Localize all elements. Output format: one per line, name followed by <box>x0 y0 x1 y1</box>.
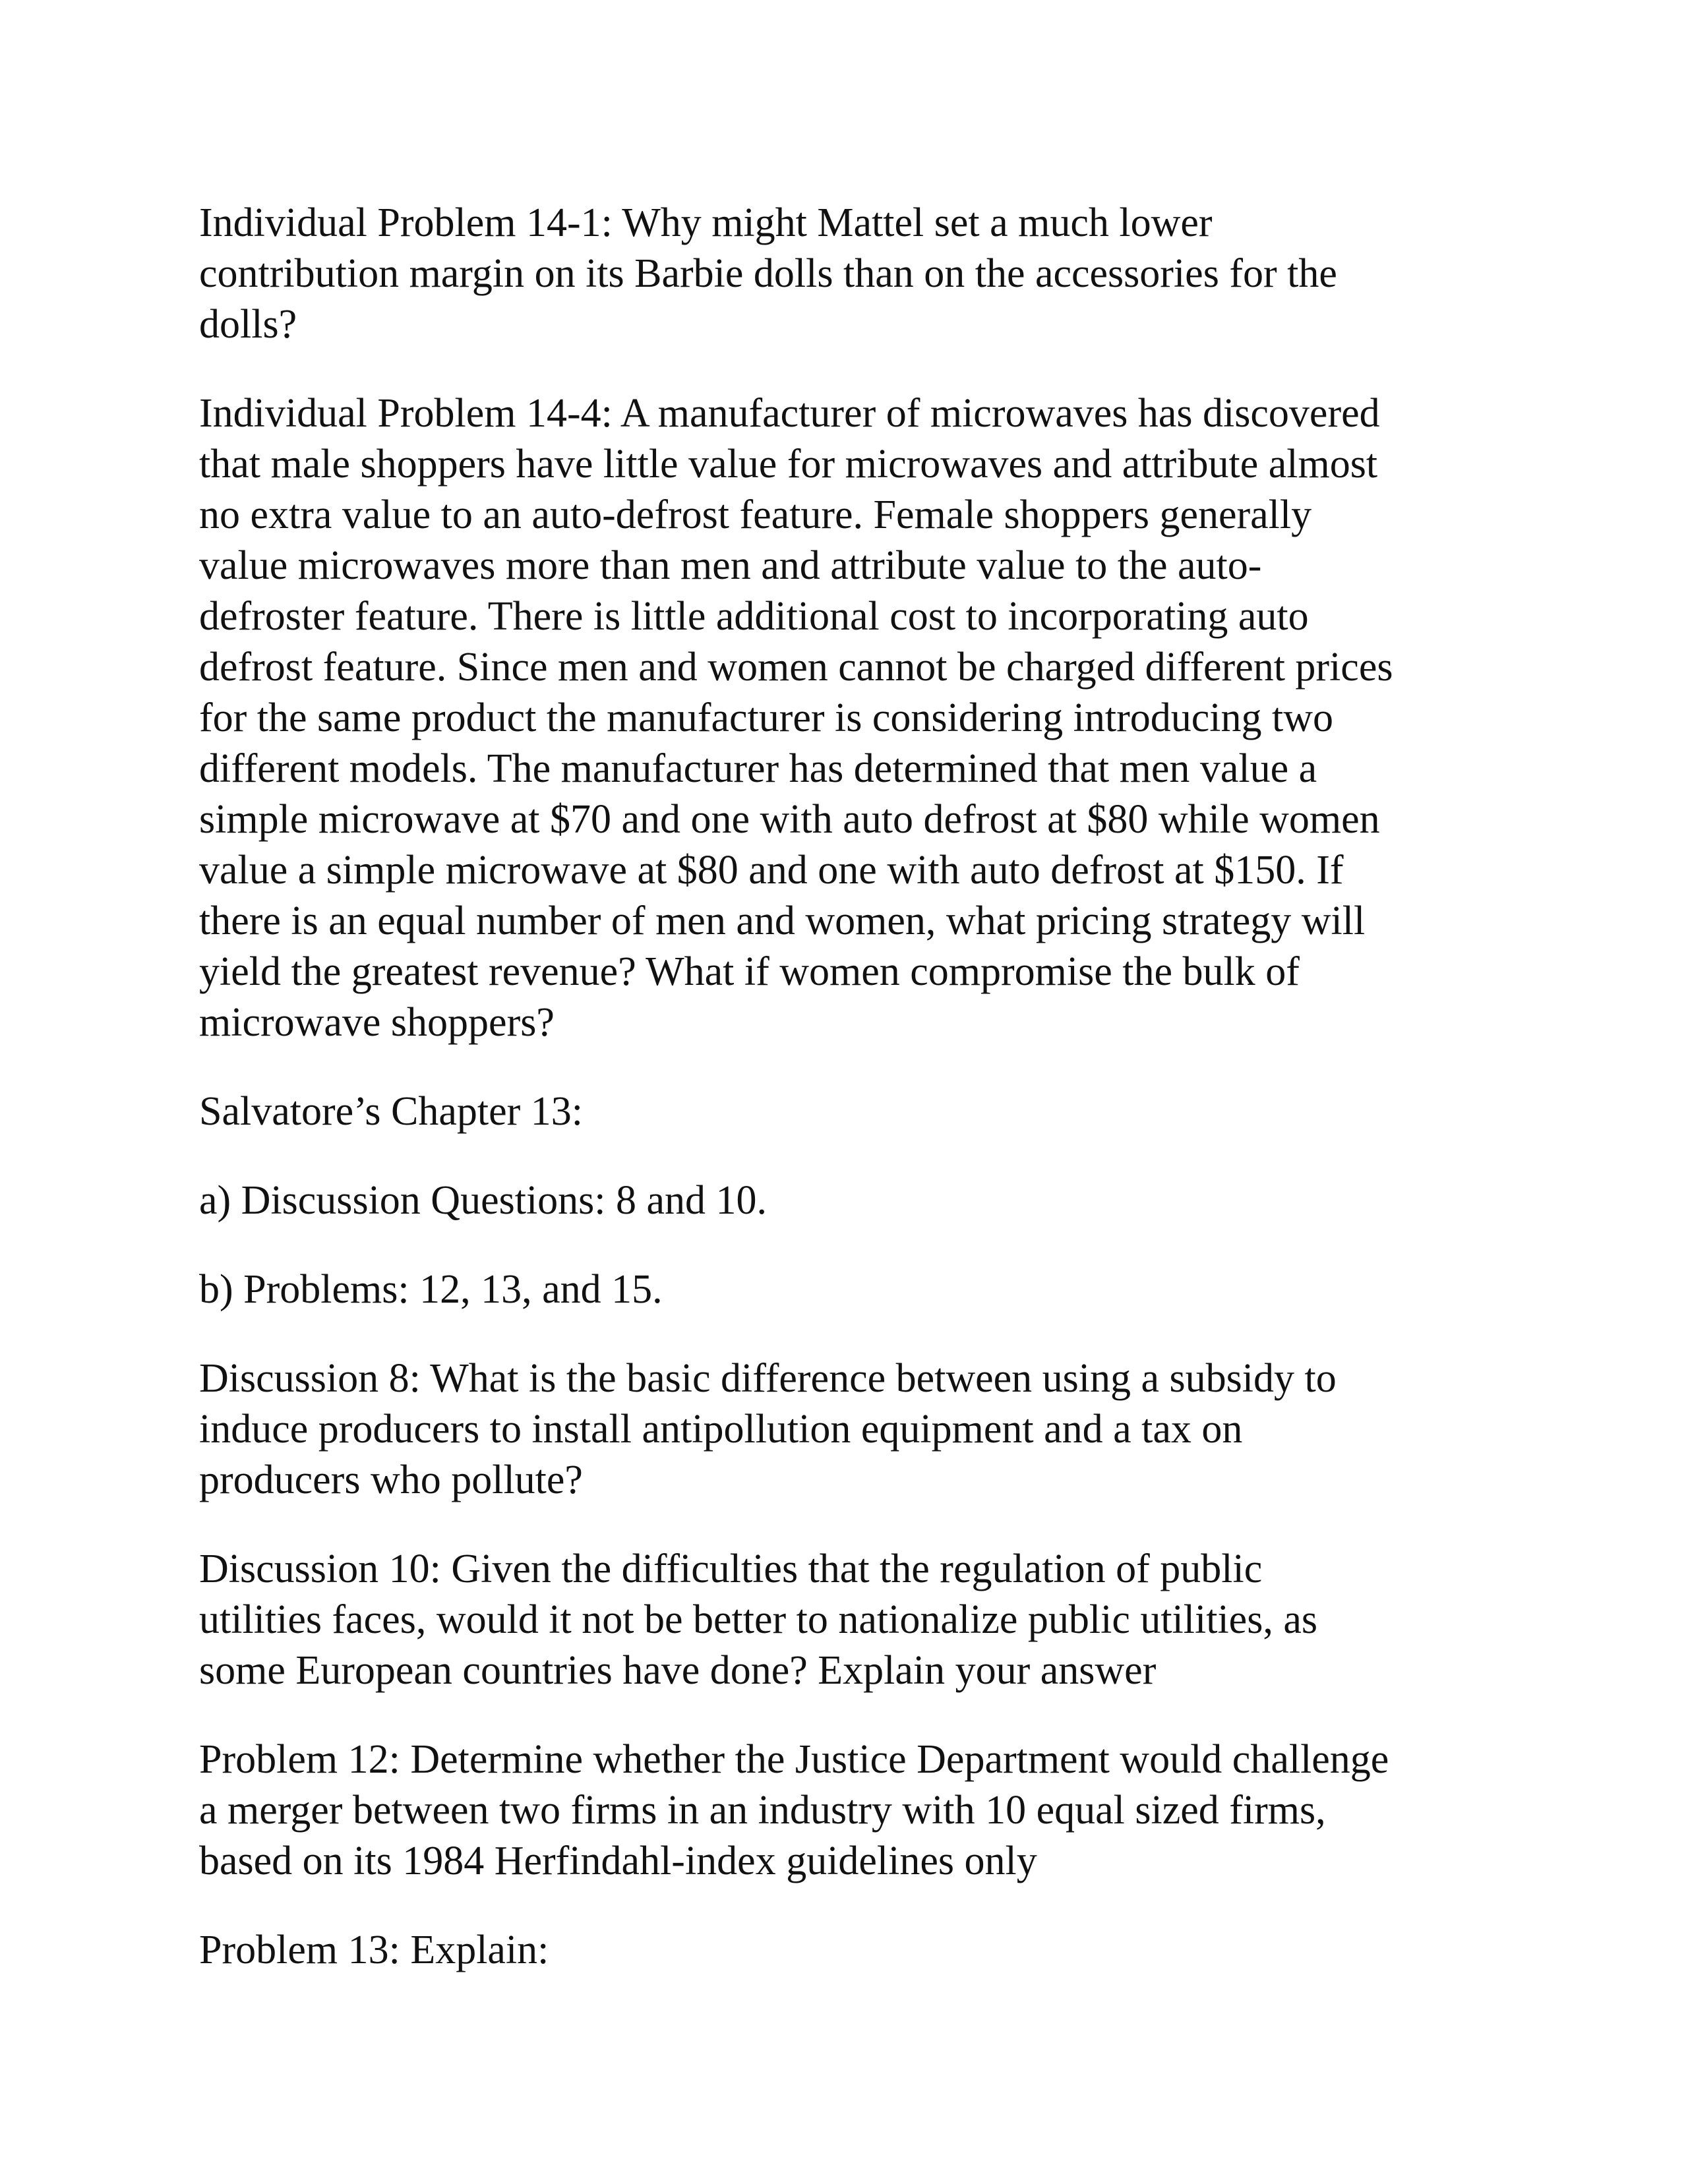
text-line: defrost feature. Since men and women cannot be charged different prices <box>199 645 1393 690</box>
text-line: induce producers to install antipollution equipment and a tax on <box>199 1407 1243 1452</box>
paragraph-problem-12 <box>199 1734 1505 1887</box>
text-line: no extra value to an auto-defrost feature. Female shoppers generally <box>199 492 1312 537</box>
text-line: dolls? <box>199 302 297 347</box>
text-line: producers who pollute? <box>199 1458 583 1502</box>
text-line: a merger between two firms in an industry with 10 equal sized firms, <box>199 1788 1326 1833</box>
text-line: Individual Problem 14-1: Why might Mattel set a much lower <box>199 200 1213 245</box>
text-line: different models. The manufacturer has determined that men value a <box>199 746 1317 791</box>
paragraph-problem-13 <box>199 1925 1505 1976</box>
text-line: contribution margin on its Barbie dolls than on the accessories for the <box>199 251 1337 296</box>
paragraph-discussion-10 <box>199 1544 1505 1696</box>
text-line: Problem 13: Explain: <box>199 1928 549 1972</box>
text-line: Individual Problem 14-4: A manufacturer of microwaves has discovered <box>199 391 1380 436</box>
text-line: value microwaves more than men and attribute value to the auto- <box>199 543 1262 588</box>
text-line: value a simple microwave at $80 and one with auto defrost at $150. If <box>199 848 1344 893</box>
paragraph-problem-14-4 <box>199 388 1505 1048</box>
text-line: Discussion 10: Given the difficulties that the regulation of public <box>199 1547 1263 1591</box>
text-line: that male shoppers have little value for microwaves and attribute almost <box>199 442 1378 487</box>
paragraph-problems-list <box>199 1264 1505 1315</box>
text-line: defroster feature. There is little additional cost to incorporating auto <box>199 594 1309 639</box>
text-line: simple microwave at $70 and one with auto defrost at $80 while women <box>199 797 1380 842</box>
text-line: some European countries have done? Explain your answer <box>199 1648 1157 1693</box>
text-line: Problem 12: Determine whether the Justice Department would challenge <box>199 1737 1389 1782</box>
document-body <box>199 198 1505 2014</box>
text-line: utilities faces, would it not be better to nationalize public utilities, as <box>199 1597 1317 1642</box>
text-line: for the same product the manufacturer is considering introducing two <box>199 695 1333 740</box>
text-line: based on its 1984 Herfindahl-index guidelines only <box>199 1839 1037 1883</box>
text-line: yield the greatest revenue? What if women compromise the bulk of <box>199 949 1300 994</box>
paragraph-chapter-heading <box>199 1086 1505 1137</box>
text-line: a) Discussion Questions: 8 and 10. <box>199 1178 768 1223</box>
section-heading: Salvatore’s Chapter 13: <box>199 1089 583 1134</box>
paragraph-discussion-8 <box>199 1353 1505 1506</box>
text-line: Discussion 8: What is the basic difference between using a subsidy to <box>199 1356 1337 1401</box>
paragraph-discussion-questions <box>199 1175 1505 1226</box>
text-line: microwave shoppers? <box>199 1000 555 1045</box>
text-line: b) Problems: 12, 13, and 15. <box>199 1267 663 1312</box>
text-line: there is an equal number of men and women, what pricing strategy will <box>199 899 1366 943</box>
paragraph-problem-14-1 <box>199 198 1505 350</box>
